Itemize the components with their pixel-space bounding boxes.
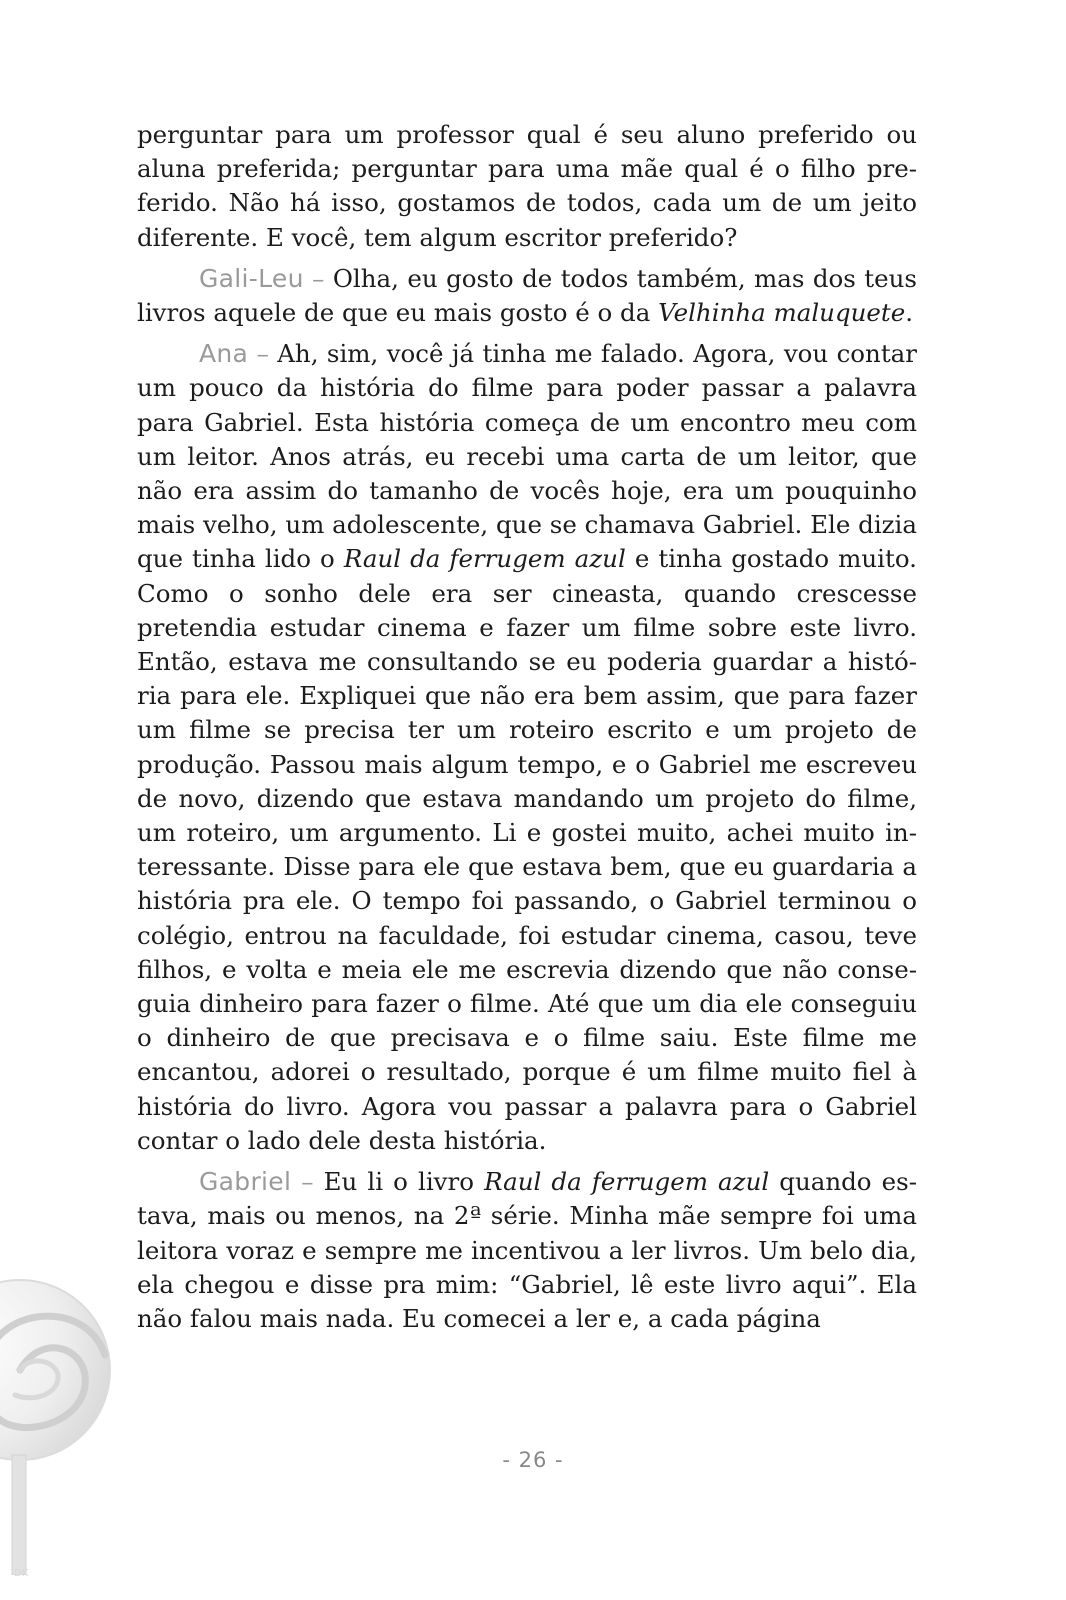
lollipop-swirl-icon [0, 1275, 140, 1575]
page-number: - 26 - [502, 1448, 564, 1472]
paragraph [137, 262, 917, 330]
speaker-separator: – [248, 339, 278, 369]
text-segment: perguntar para um professor qual é seu aluno preferido ou aluna preferida; perguntar para uma mãe qual é o filho preferido. Não há isso, gostamos de todos, cada um de um jeito diferente. E você, tem algum escritor preferido? [137, 120, 917, 252]
speaker-name: Gali-Leu [199, 263, 304, 293]
speaker-name: Ana [199, 339, 249, 369]
speaker-name: Gabriel [199, 1167, 292, 1197]
paragraph [137, 1165, 917, 1336]
text-segment: Eu li o livro [323, 1167, 485, 1197]
speaker-separator: – [303, 263, 333, 293]
body-text [137, 118, 917, 1336]
book-title: Velhinha maluquete [658, 298, 906, 328]
edge-mark: DK [14, 1568, 29, 1579]
text-segment: . [905, 298, 914, 328]
book-title: Raul da ferrugem azul [484, 1167, 770, 1197]
text-segment: quando estava, mais ou menos, na 2ª série. Minha mãe sempre foi uma leitora voraz e sempre me incentivou a ler livros. Um belo dia, ela chegou e disse pra mim: “Gabriel, lê este livro aqui”. Ela não falou mais nada. Eu comecei a ler e, a cada página [137, 1167, 918, 1333]
paragraph [137, 118, 917, 255]
text-segment: Ah, sim, você já tinha me falado. Agora, vou contar um pouco da história do filme para poder passar a palavra para Gabriel. Esta história começa de um encontro meu com um leitor. Anos atrás, eu recebi uma carta de um leitor, que não era assim do tamanho de vocês hoje, era um pouquinho mais velho, um adolescente, que se chamava Gabriel. Ele dizia que tinha lido o [137, 339, 917, 574]
book-title: Raul da ferrugem azul [343, 544, 626, 574]
text-segment: e tinha gostado muito. Como o sonho dele era ser cineasta, quando crescesse pretendia estudar cinema e fazer um filme sobre este livro. Então, estava me consultando se eu poderia guardar a história para ele. Expliquei que não era bem assim, que para fazer um filme se precisa ter um roteiro escrito e um projeto de produção. Passou mais algum tempo, e o Gabriel me escreveu de novo, dizendo que estava mandando um projeto do filme, um roteiro, um argumento. Li e gostei muito, achei muito interessante. Disse para ele que estava bem, que eu guardaria a história pra ele. O tempo foi passando, o Gabriel terminou o colégio, entrou na faculdade, foi estudar cinema, casou, teve filhos, e volta e meia ele me escrevia dizendo que não conseguia dinheiro para fazer o filme. Até que um dia ele conseguiu o dinheiro de que precisava e o filme saiu. Este filme me encantou, adorei o resultado, porque é um filme muito fiel à história do livro. Agora vou passar a palavra para o Gabriel contar o lado dele desta história. [137, 544, 917, 1155]
text-segment: Olha, eu gosto de todos também, mas dos teus livros aquele de que eu mais gosto é o da [137, 263, 917, 328]
speaker-separator: – [291, 1167, 324, 1197]
paragraph [137, 337, 917, 1158]
